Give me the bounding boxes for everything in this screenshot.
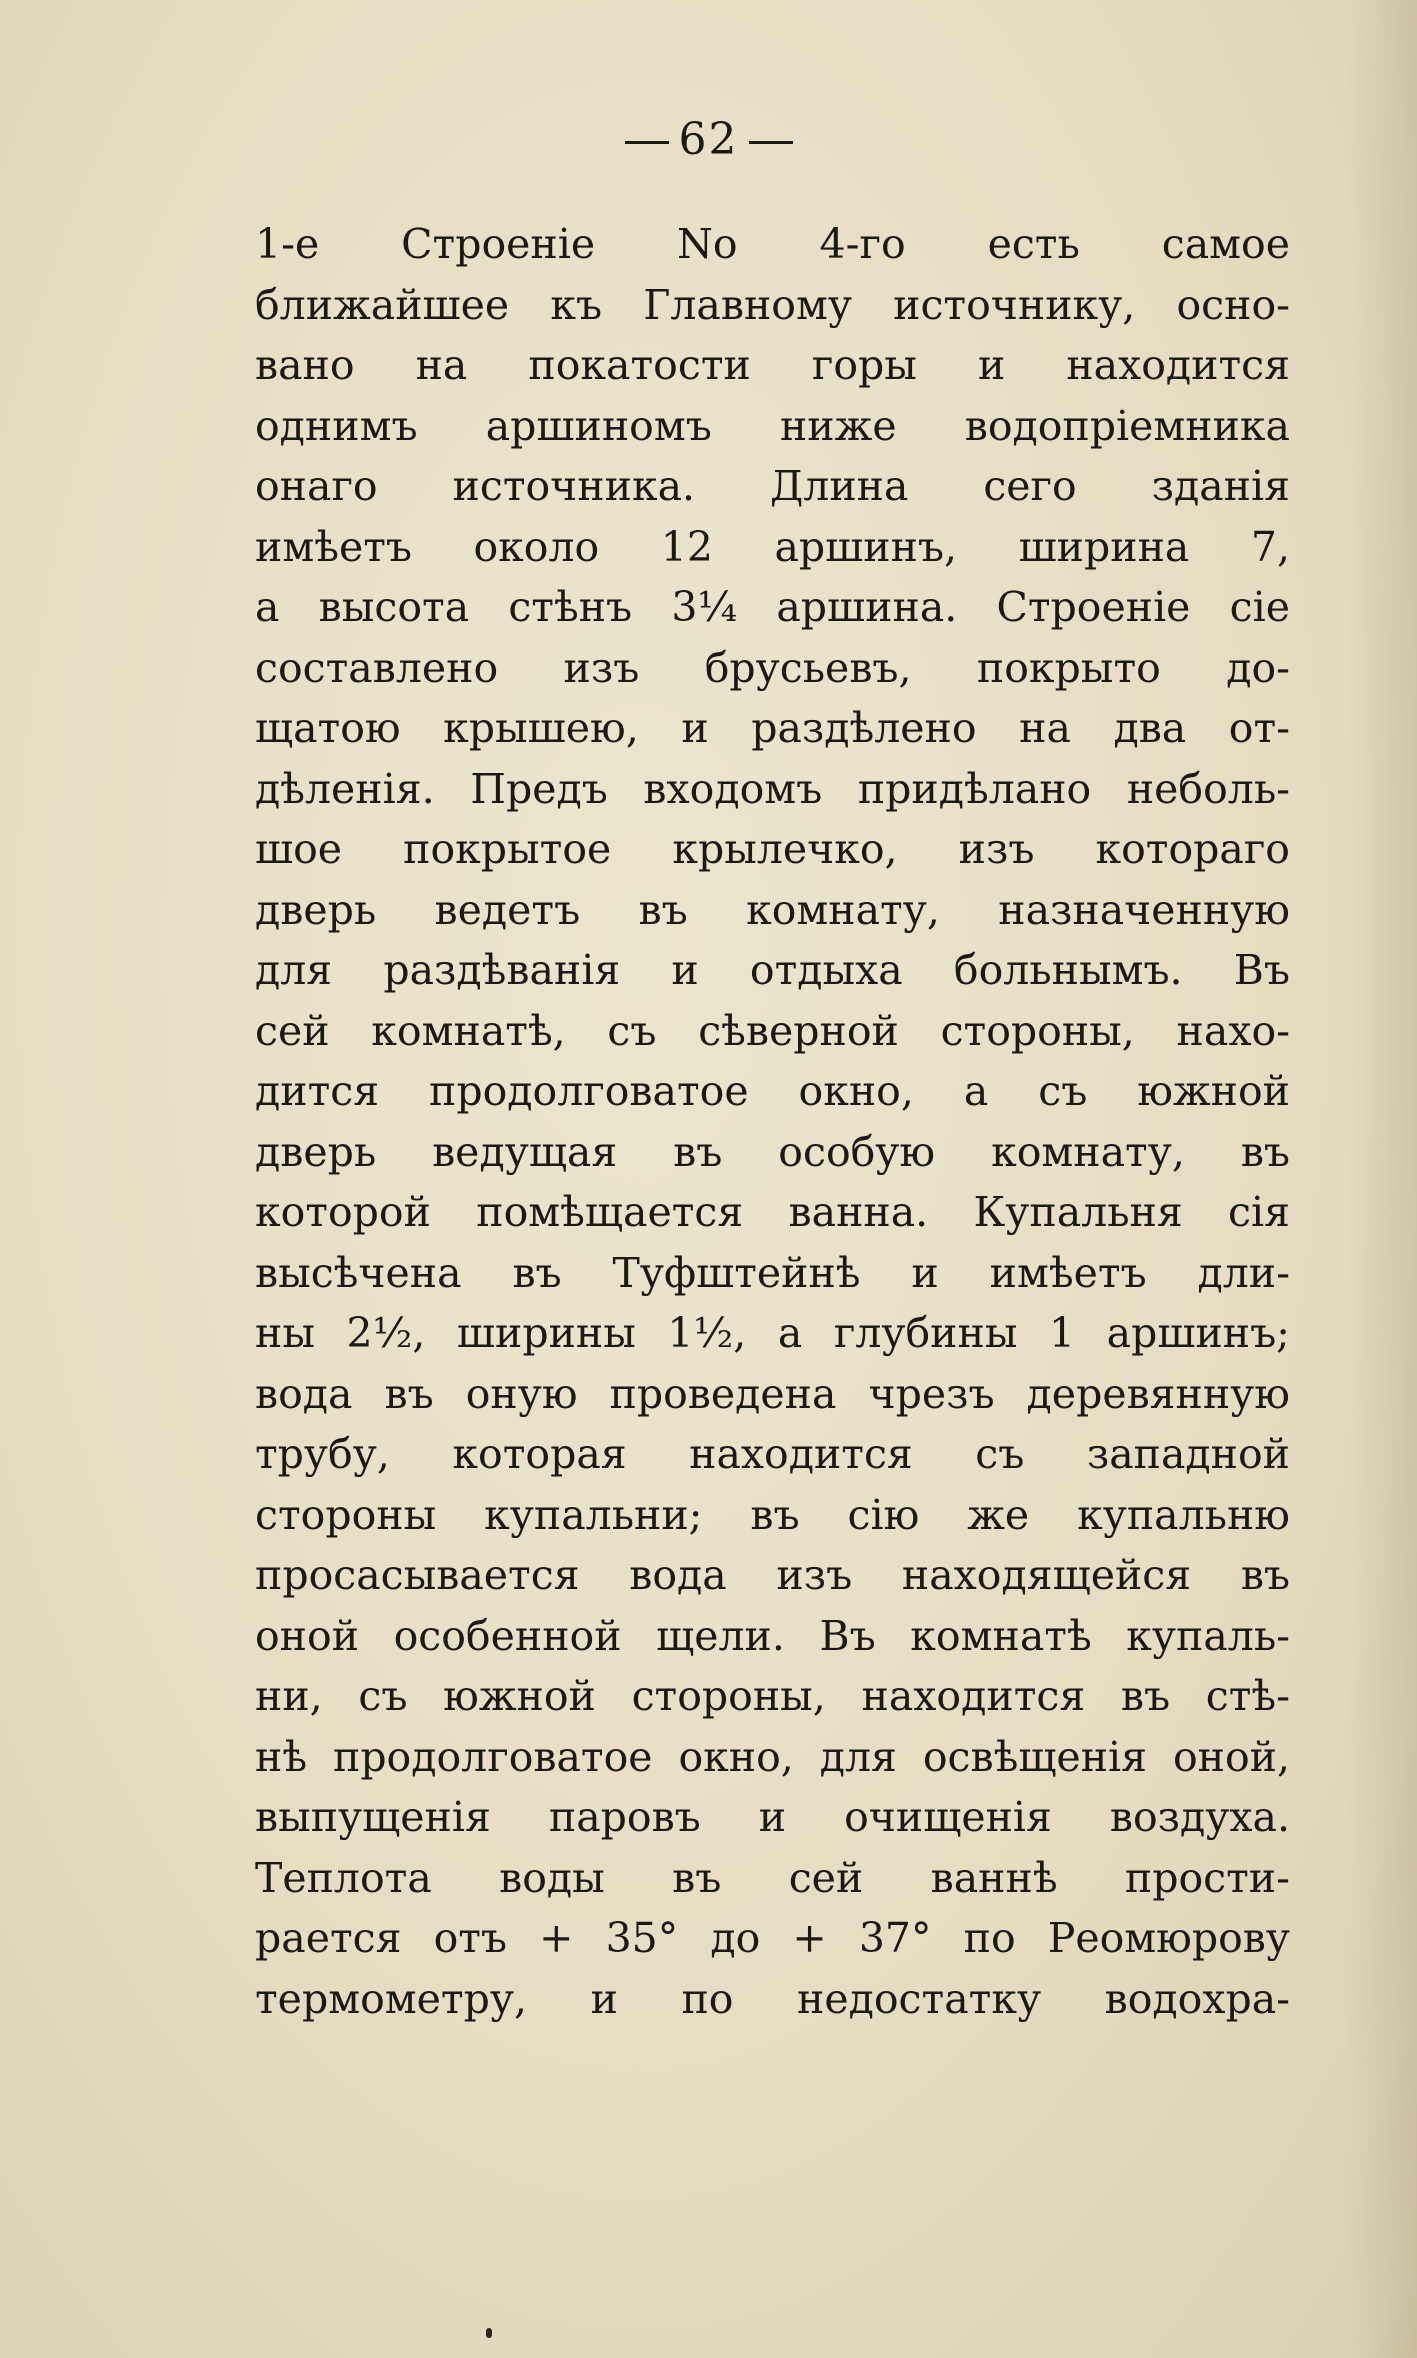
ink-speck xyxy=(486,2328,492,2338)
text-line: Теплота воды въ сей ваннѣ прости- xyxy=(255,1853,1290,1902)
text-line: онаго источника. Длина сего зданія xyxy=(255,462,1290,510)
text-line: 1-е Строеніе No 4-го есть самое xyxy=(255,220,1290,268)
text-line: ближайшее къ Главному источнику, осно- xyxy=(255,280,1290,329)
text-line: шое покрытое крылечко, изъ котораго xyxy=(255,825,1290,873)
page-number-header xyxy=(0,110,1417,170)
text-line: выпущенія паровъ и очищенія воздуха. xyxy=(255,1793,1290,1841)
text-line: ни, съ южной стороны, находится въ стѣ- xyxy=(255,1672,1290,1720)
left-dash xyxy=(625,141,669,144)
text-line: дверь ведущая въ особую комнату, въ xyxy=(255,1127,1290,1176)
page-edge-shadow xyxy=(1347,0,1417,2358)
text-line: высѣчена въ Туфштейнѣ и имѣетъ дли- xyxy=(255,1248,1290,1297)
text-line: термометру, и по недостатку водохра- xyxy=(255,1974,1290,2023)
text-line: однимъ аршиномъ ниже водопріемника xyxy=(255,401,1290,450)
text-line: рается отъ + 35° до + 37° по Реомюрову xyxy=(255,1914,1290,1962)
text-line: вода въ оную проведена чрезъ деревянную xyxy=(255,1369,1290,1418)
text-line: оной особенной щели. Въ комнатѣ купаль- xyxy=(255,1611,1290,1660)
body-text xyxy=(255,214,1290,2029)
text-line: дится продолговатое окно, а съ южной xyxy=(255,1067,1290,1115)
text-line: имѣетъ около 12 аршинъ, ширина 7, xyxy=(255,522,1290,571)
text-line: для раздѣванія и отдыха больнымъ. Въ xyxy=(255,946,1290,994)
text-line: которой помѣщается ванна. Купальня сія xyxy=(255,1188,1290,1236)
text-line: щатою крышею, и раздѣлено на два от- xyxy=(255,704,1290,752)
text-line: вано на покатости горы и находится xyxy=(255,341,1290,389)
text-line: а высота стѣнъ 3¼ аршина. Строеніе сіе xyxy=(255,583,1290,631)
text-line: дѣленія. Предъ входомъ придѣлано неболь- xyxy=(255,764,1290,813)
text-line: трубу, которая находится съ западной xyxy=(255,1430,1290,1478)
text-line: просасывается вода изъ находящейся въ xyxy=(255,1551,1290,1599)
text-line: стороны купальни; въ сію же купальню xyxy=(255,1490,1290,1539)
text-line: ны 2½, ширины 1½, а глубины 1 аршинъ; xyxy=(255,1309,1290,1357)
text-line: нѣ продолговатое окно, для освѣщенія оной, xyxy=(255,1732,1290,1781)
text-line: сей комнатѣ, съ сѣверной стороны, нахо- xyxy=(255,1006,1290,1055)
page-number: 62 xyxy=(678,114,739,165)
text-line: дверь ведетъ въ комнату, назначенную xyxy=(255,885,1290,934)
right-dash xyxy=(749,141,793,144)
text-line: составлено изъ брусьевъ, покрыто до- xyxy=(255,643,1290,692)
